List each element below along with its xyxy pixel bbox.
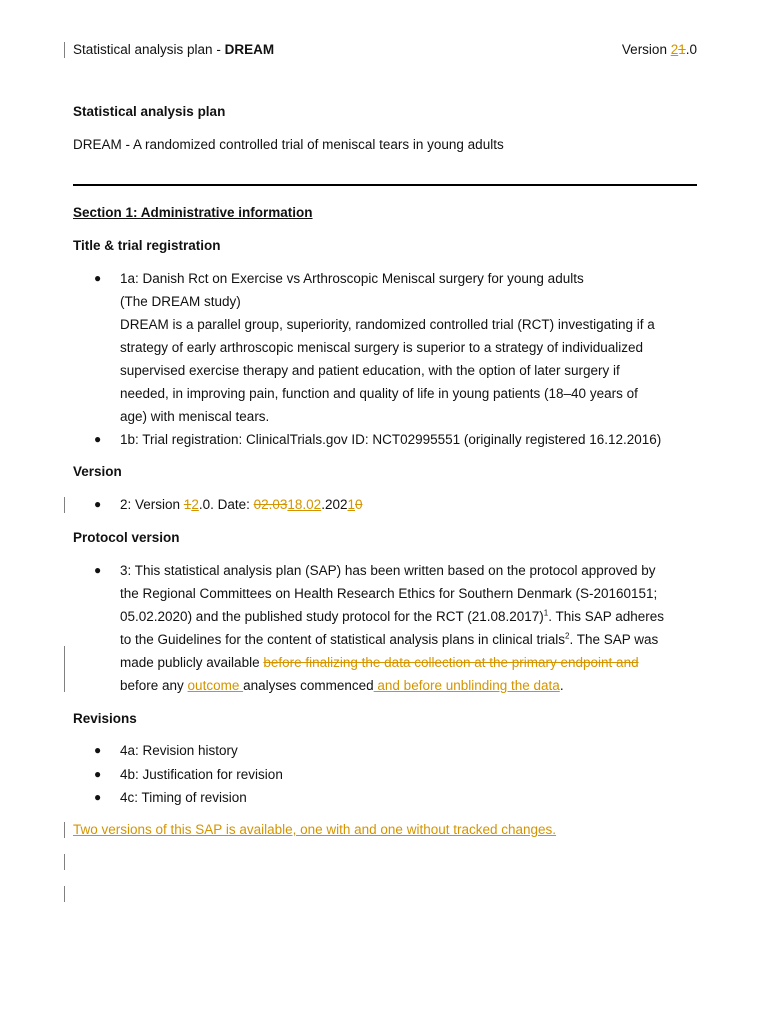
change-bar bbox=[64, 646, 65, 692]
change-bar bbox=[64, 822, 65, 838]
document-subtitle: DREAM - A randomized controlled trial of meniscal tears in young adults bbox=[73, 137, 504, 152]
subsection-heading-revisions: Revisions bbox=[73, 711, 137, 726]
bullet-icon: ● bbox=[94, 743, 102, 757]
document-title: Statistical analysis plan bbox=[73, 104, 226, 119]
horizontal-rule bbox=[73, 184, 697, 186]
change-bar bbox=[64, 886, 65, 902]
list-item-1b: 1b: Trial registration: ClinicalTrials.gov ID: NCT02995551 (originally registered 16.12.2016) bbox=[120, 432, 662, 447]
change-bar bbox=[64, 497, 65, 513]
bullet-icon: ● bbox=[94, 767, 102, 781]
list-item-4c: 4c: Timing of revision bbox=[120, 790, 247, 805]
inserted-note: Two versions of this SAP is available, one with and one without tracked changes. bbox=[73, 822, 557, 837]
bullet-icon: ● bbox=[94, 563, 102, 577]
list-item-2: 2: Version 12.0. Date: 02.0318.02.20210 bbox=[120, 497, 363, 512]
bullet-icon: ● bbox=[94, 790, 102, 804]
list-item-3: 3: This statistical analysis plan (SAP) has been written based on the protocol approved by the Regional Committees on Health Research Ethics for Southern Denmark (S-20160151; 05.02.2020) and the published study protocol for the RCT $(21.08.2017)^1$. This SAP adheres to the Guidelines for the content of statistical analysis plans in clinical trials$^2$. The SAP was made publicly available before finalizing the data collection at the primary endpoint and before any outcome analyses commenced and before unblinding the data. bbox=[120, 563, 665, 693]
change-bar bbox=[64, 42, 65, 58]
list-item-1a: 1a: Danish Rct on Exercise vs Arthroscopic Meniscal surgery for young adults (The DREAM study) DREAM is a parallel group, superiority, randomized controlled trial (RCT) investigating if a strategy of early arthroscopic meniscal surgery is superior to a strategy of individualized supervised exercise therapy and patient education, with the option of later surgery if needed, in improving pain, function and quality of life in young patients (18–40 years of age) with meniscal tears. bbox=[120, 271, 655, 424]
list-item-4a: 4a: Revision history bbox=[120, 743, 238, 758]
change-bar bbox=[64, 854, 65, 870]
subsection-heading-title-registration: Title & trial registration bbox=[73, 238, 221, 253]
bullet-icon: ● bbox=[94, 497, 102, 511]
bullet-icon: ● bbox=[94, 432, 102, 446]
page-header-title: Statistical analysis plan - DREAM bbox=[73, 42, 275, 57]
bullet-icon: ● bbox=[94, 271, 102, 285]
list-item-4b: 4b: Justification for revision bbox=[120, 767, 283, 782]
subsection-heading-version: Version bbox=[73, 464, 122, 479]
page-header-version: Version 21.0 bbox=[621, 42, 697, 57]
section-heading: Section 1: Administrative information bbox=[73, 205, 313, 220]
subsection-heading-protocol-version: Protocol version bbox=[73, 530, 180, 545]
